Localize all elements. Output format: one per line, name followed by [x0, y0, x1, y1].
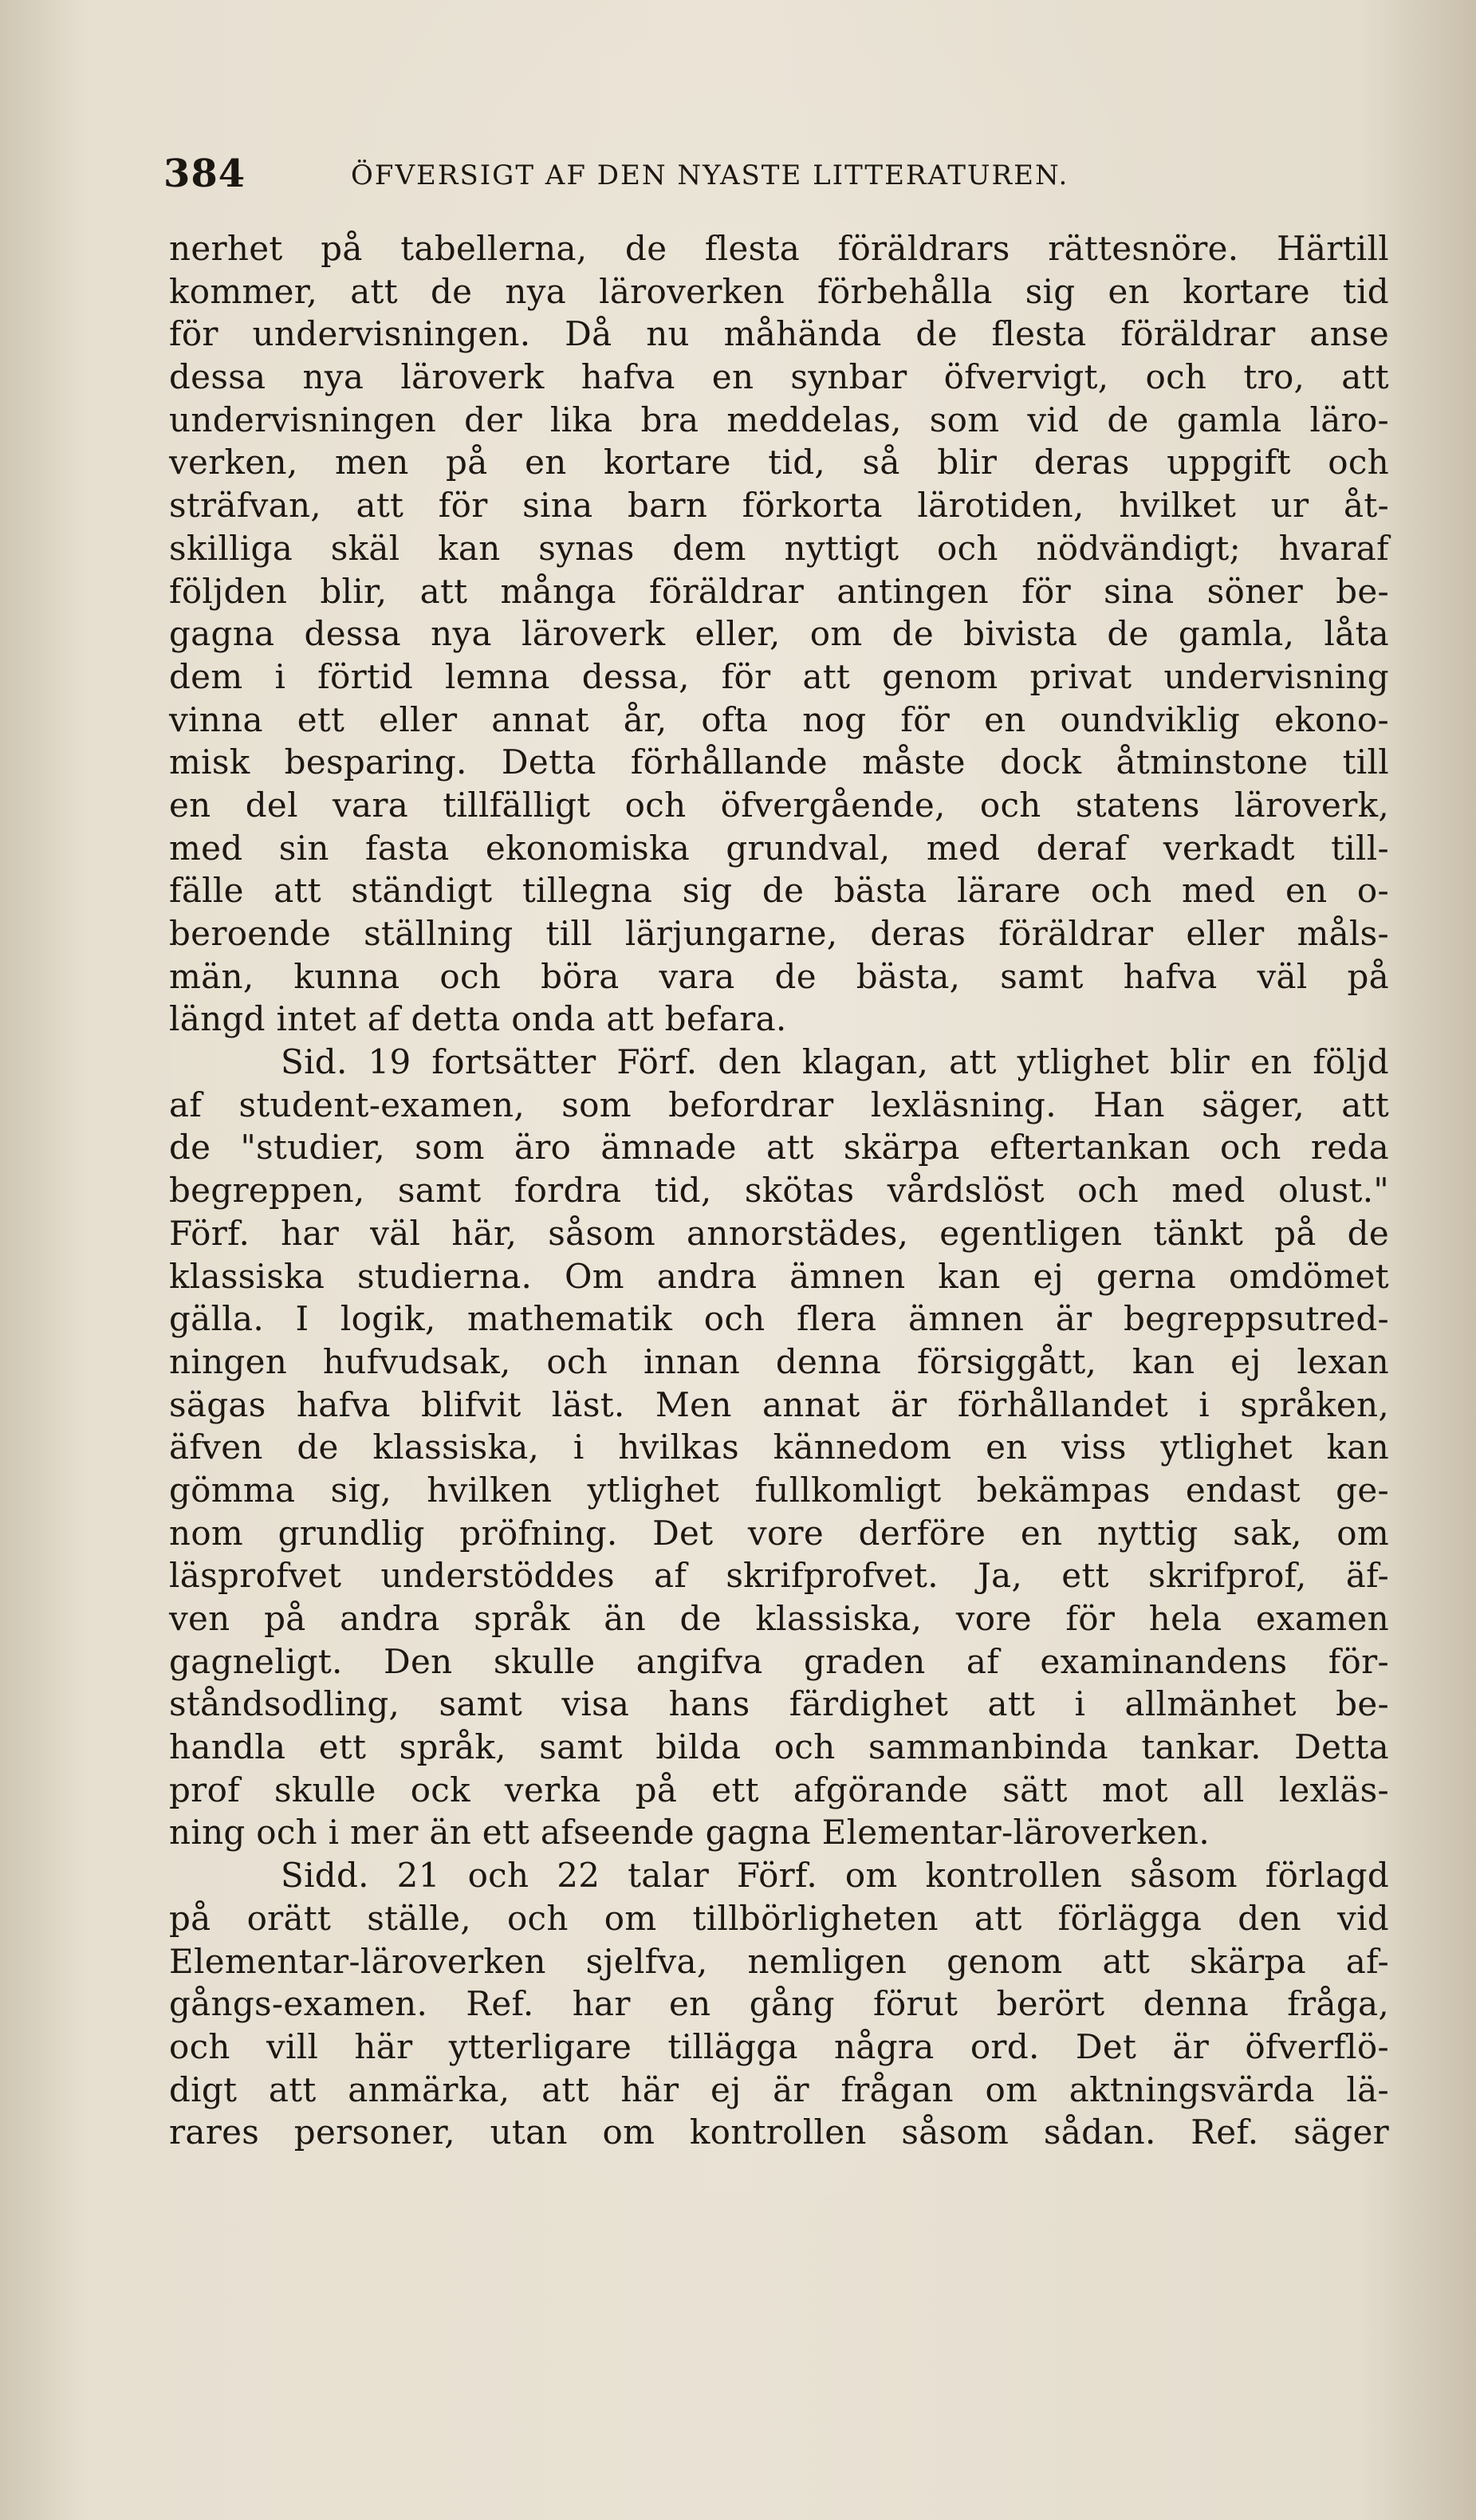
- paragraph-start-line: Sid. 19 fortsätter Förf. den klagan, att ytlighet blir en följd: [281, 1042, 1389, 1082]
- body-text: [169, 227, 1389, 2154]
- text-line: undervisningen der lika bra meddelas, som vid de gamla läro-: [169, 400, 1389, 439]
- text-line: prof skulle ock verka på ett afgörande sätt mot all lexläs-: [169, 1770, 1389, 1809]
- text-line: för undervisningen. Då nu måhända de flesta föräldrar anse: [169, 314, 1389, 354]
- running-head: ÖFVERSIGT AF DEN NYASTE LITTERATUREN.: [351, 159, 1069, 191]
- page-header: [163, 150, 1328, 198]
- text-line: sträfvan, att för sina barn förkorta lärotiden, hvilket ur åt-: [169, 486, 1389, 526]
- text-line: äfven de klassiska, i hvilkas kännedom en viss ytlighet kan: [169, 1427, 1389, 1467]
- text-line: de "studier, som äro ämnade att skärpa eftertankan och reda: [169, 1128, 1389, 1167]
- text-line: klassiska studierna. Om andra ämnen kan ej gerna omdömet: [169, 1256, 1389, 1296]
- text-line: Förf. har väl här, såsom annorstädes, egentligen tänkt på de: [169, 1213, 1389, 1253]
- text-line: af student-examen, som befordrar lexläsning. Han säger, att: [169, 1085, 1389, 1124]
- paragraph-end-line: längd intet af detta onda att befara.: [169, 999, 787, 1039]
- text-line: sägas hafva blifvit läst. Men annat är förhållandet i språken,: [169, 1384, 1389, 1424]
- text-line: begreppen, samt fordra tid, skötas vårdslöst och med olust.": [169, 1171, 1389, 1211]
- text-line: med sin fasta ekonomiska grundval, med deraf verkadt till-: [169, 828, 1389, 868]
- text-line: gångs-examen. Ref. har en gång förut berört denna fråga,: [169, 1984, 1389, 2024]
- page-number: 384: [163, 152, 246, 196]
- text-line: dessa nya läroverk hafva en synbar öfvervigt, och tro, att: [169, 357, 1389, 397]
- text-line: gagna dessa nya läroverk eller, om de bivista de gamla, låta: [169, 614, 1389, 654]
- paragraph-start-line: Sidd. 21 och 22 talar Förf. om kontrollen såsom förlagd: [281, 1856, 1389, 1896]
- text-line: ståndsodling, samt visa hans färdighet att i allmänhet be-: [169, 1684, 1389, 1724]
- text-line: kommer, att de nya läroverken förbehålla sig en kortare tid: [169, 271, 1389, 311]
- text-line: beroende ställning till lärjungarne, deras föräldrar eller måls-: [169, 914, 1389, 953]
- text-line: fälle att ständigt tillegna sig de bästa lärare och med en o-: [169, 871, 1389, 911]
- text-line: digt att anmärka, att här ej är frågan om aktningsvärda lä-: [169, 2069, 1389, 2109]
- text-line: gömma sig, hvilken ytlighet fullkomligt bekämpas endast ge-: [169, 1470, 1389, 1510]
- text-line: gälla. I logik, mathematik och flera ämnen är begreppsutred-: [169, 1299, 1389, 1339]
- text-line: följden blir, att många föräldrar antingen för sina söner be-: [169, 571, 1389, 611]
- text-line: nerhet på tabellerna, de flesta föräldrars rättesnöre. Härtill: [169, 229, 1389, 268]
- text-line: gagneligt. Den skulle angifva graden af examinandens för-: [169, 1641, 1389, 1681]
- text-line: skilliga skäl kan synas dem nyttigt och nödvändigt; hvaraf: [169, 528, 1389, 568]
- text-line: Elementar-läroverken sjelfva, nemligen genom att skärpa af-: [169, 1941, 1389, 1981]
- text-line: rares personer, utan om kontrollen såsom sådan. Ref. säger: [169, 2112, 1389, 2152]
- text-line: handla ett språk, samt bilda och sammanbinda tankar. Detta: [169, 1727, 1389, 1767]
- text-line: nom grundlig pröfning. Det vore derföre en nyttig sak, om: [169, 1513, 1389, 1553]
- text-line: på orätt ställe, och om tillbörligheten att förlägga den vid: [169, 1898, 1389, 1938]
- text-line: ven på andra språk än de klassiska, vore för hela examen: [169, 1599, 1389, 1638]
- text-line: män, kunna och böra vara de bästa, samt hafva väl på: [169, 956, 1389, 996]
- text-line: ningen hufvudsak, och innan denna försiggått, kan ej lexan: [169, 1341, 1389, 1381]
- text-line: en del vara tillfälligt och öfvergående, och statens läroverk,: [169, 785, 1389, 825]
- text-line: vinna ett eller annat år, ofta nog för en oundviklig ekono-: [169, 699, 1389, 739]
- text-line: dem i förtid lemna dessa, för att genom privat undervisning: [169, 656, 1389, 696]
- text-line: verken, men på en kortare tid, så blir deras uppgift och: [169, 443, 1389, 482]
- text-line: läsprofvet understöddes af skrifprofvet. Ja, ett skrifprof, äf-: [169, 1556, 1389, 1596]
- text-line: misk besparing. Detta förhållande måste dock åtminstone till: [169, 742, 1389, 782]
- paragraph-end-line: ning och i mer än ett afseende gagna Elementar-läroverken.: [169, 1813, 1210, 1853]
- text-line: och vill här ytterligare tillägga några ord. Det är öfverflö-: [169, 2026, 1389, 2066]
